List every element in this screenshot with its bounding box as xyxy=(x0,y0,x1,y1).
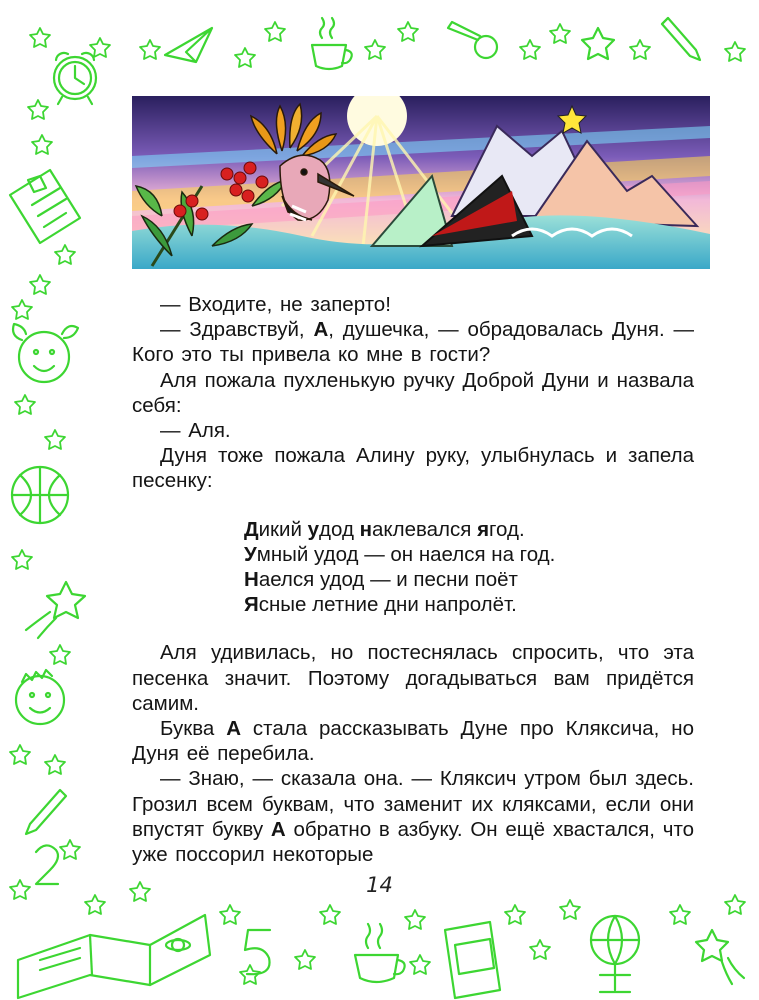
paragraphs-before-poem xyxy=(132,292,694,494)
text-run: обратно в азбуку. Он ещё хвастался, что уже поссорил некоторые xyxy=(132,817,694,867)
bold-letter: Д xyxy=(244,517,259,541)
paragraph xyxy=(132,640,694,716)
bold-letter: Я xyxy=(244,593,259,617)
paragraphs-after-poem xyxy=(132,640,694,867)
text-run: дод xyxy=(319,517,360,541)
text-run: Аля удивилась, но постеснялась спросить, что эта песенка значит. Поэтому догадываться вам придётся самим. xyxy=(132,641,694,715)
text-run: аелся удод — и песни поёт xyxy=(258,568,518,592)
coffee-cup-icon xyxy=(355,924,405,982)
text-run: икий xyxy=(258,517,308,541)
notebook-icon xyxy=(445,922,500,998)
text-run: мный удод — он наелся на год. xyxy=(256,542,556,566)
poem-line xyxy=(244,542,694,567)
alarm-clock-icon xyxy=(54,53,96,104)
paragraph xyxy=(132,443,694,493)
shooting-star-icon xyxy=(696,930,744,984)
text-run: сные летние дни напролёт. xyxy=(258,593,517,617)
shooting-star-icon xyxy=(582,28,614,59)
boy-face-icon xyxy=(16,670,64,724)
text-run: Дуня тоже пожала Алину руку, улыбнулась и запела песенку: xyxy=(132,444,694,493)
text-run: стала рассказывать Дуне про Кляксича, но Дуня её перебила. xyxy=(132,717,694,766)
poem-line xyxy=(244,592,694,617)
pen-icon xyxy=(26,790,66,834)
poem xyxy=(244,517,694,618)
bold-letter: А xyxy=(270,817,286,841)
girl-face-icon xyxy=(13,324,78,382)
hoopoe-illustration xyxy=(132,96,710,269)
paragraph xyxy=(132,292,694,317)
bold-letter: я xyxy=(477,517,490,541)
text-run: Аля пожала пухленькую ручку Доброй Дуни и назвала себя: xyxy=(132,368,694,417)
paragraph xyxy=(132,368,694,418)
paragraph xyxy=(132,317,694,367)
text-run: год. xyxy=(489,517,525,541)
poem-line xyxy=(244,517,694,542)
bold-letter: Н xyxy=(244,568,259,592)
story-text xyxy=(132,292,694,867)
text-run: — Аля. xyxy=(160,419,231,443)
bold-letter: А xyxy=(226,717,242,741)
open-book-icon xyxy=(18,915,210,998)
paragraph xyxy=(132,418,694,443)
bold-letter: А xyxy=(313,318,329,342)
coffee-cup-icon xyxy=(312,18,352,69)
text-run: аклевался xyxy=(372,517,478,541)
bold-letter: у xyxy=(307,517,320,541)
page-number: 14 xyxy=(366,873,393,897)
text-run: — Входите, не заперто! xyxy=(160,293,391,316)
bold-letter: н xyxy=(359,517,373,541)
text-run: , душечка, — обрадовалась Дуня. — Кого это ты привела ко мне в гости? xyxy=(132,318,694,367)
magnifier-icon xyxy=(448,22,497,58)
paper-plane-icon xyxy=(165,28,212,62)
text-run: — Знаю, — сказала она. — Кляксич утром был здесь. Грозил всем буквам, что заменит их кляксами, если они впустят букву xyxy=(132,767,694,841)
bold-letter: У xyxy=(244,542,257,566)
shooting-star-icon xyxy=(26,582,85,638)
paragraph xyxy=(132,716,694,766)
globe-icon xyxy=(591,916,639,992)
sticky-note-icon xyxy=(10,170,80,243)
poem-line xyxy=(244,567,694,592)
pen-icon xyxy=(662,18,700,60)
text-run: Буква xyxy=(160,717,227,741)
text-run: — Здравствуй, xyxy=(160,318,314,342)
paragraph xyxy=(132,766,694,867)
ball-icon xyxy=(12,467,68,523)
